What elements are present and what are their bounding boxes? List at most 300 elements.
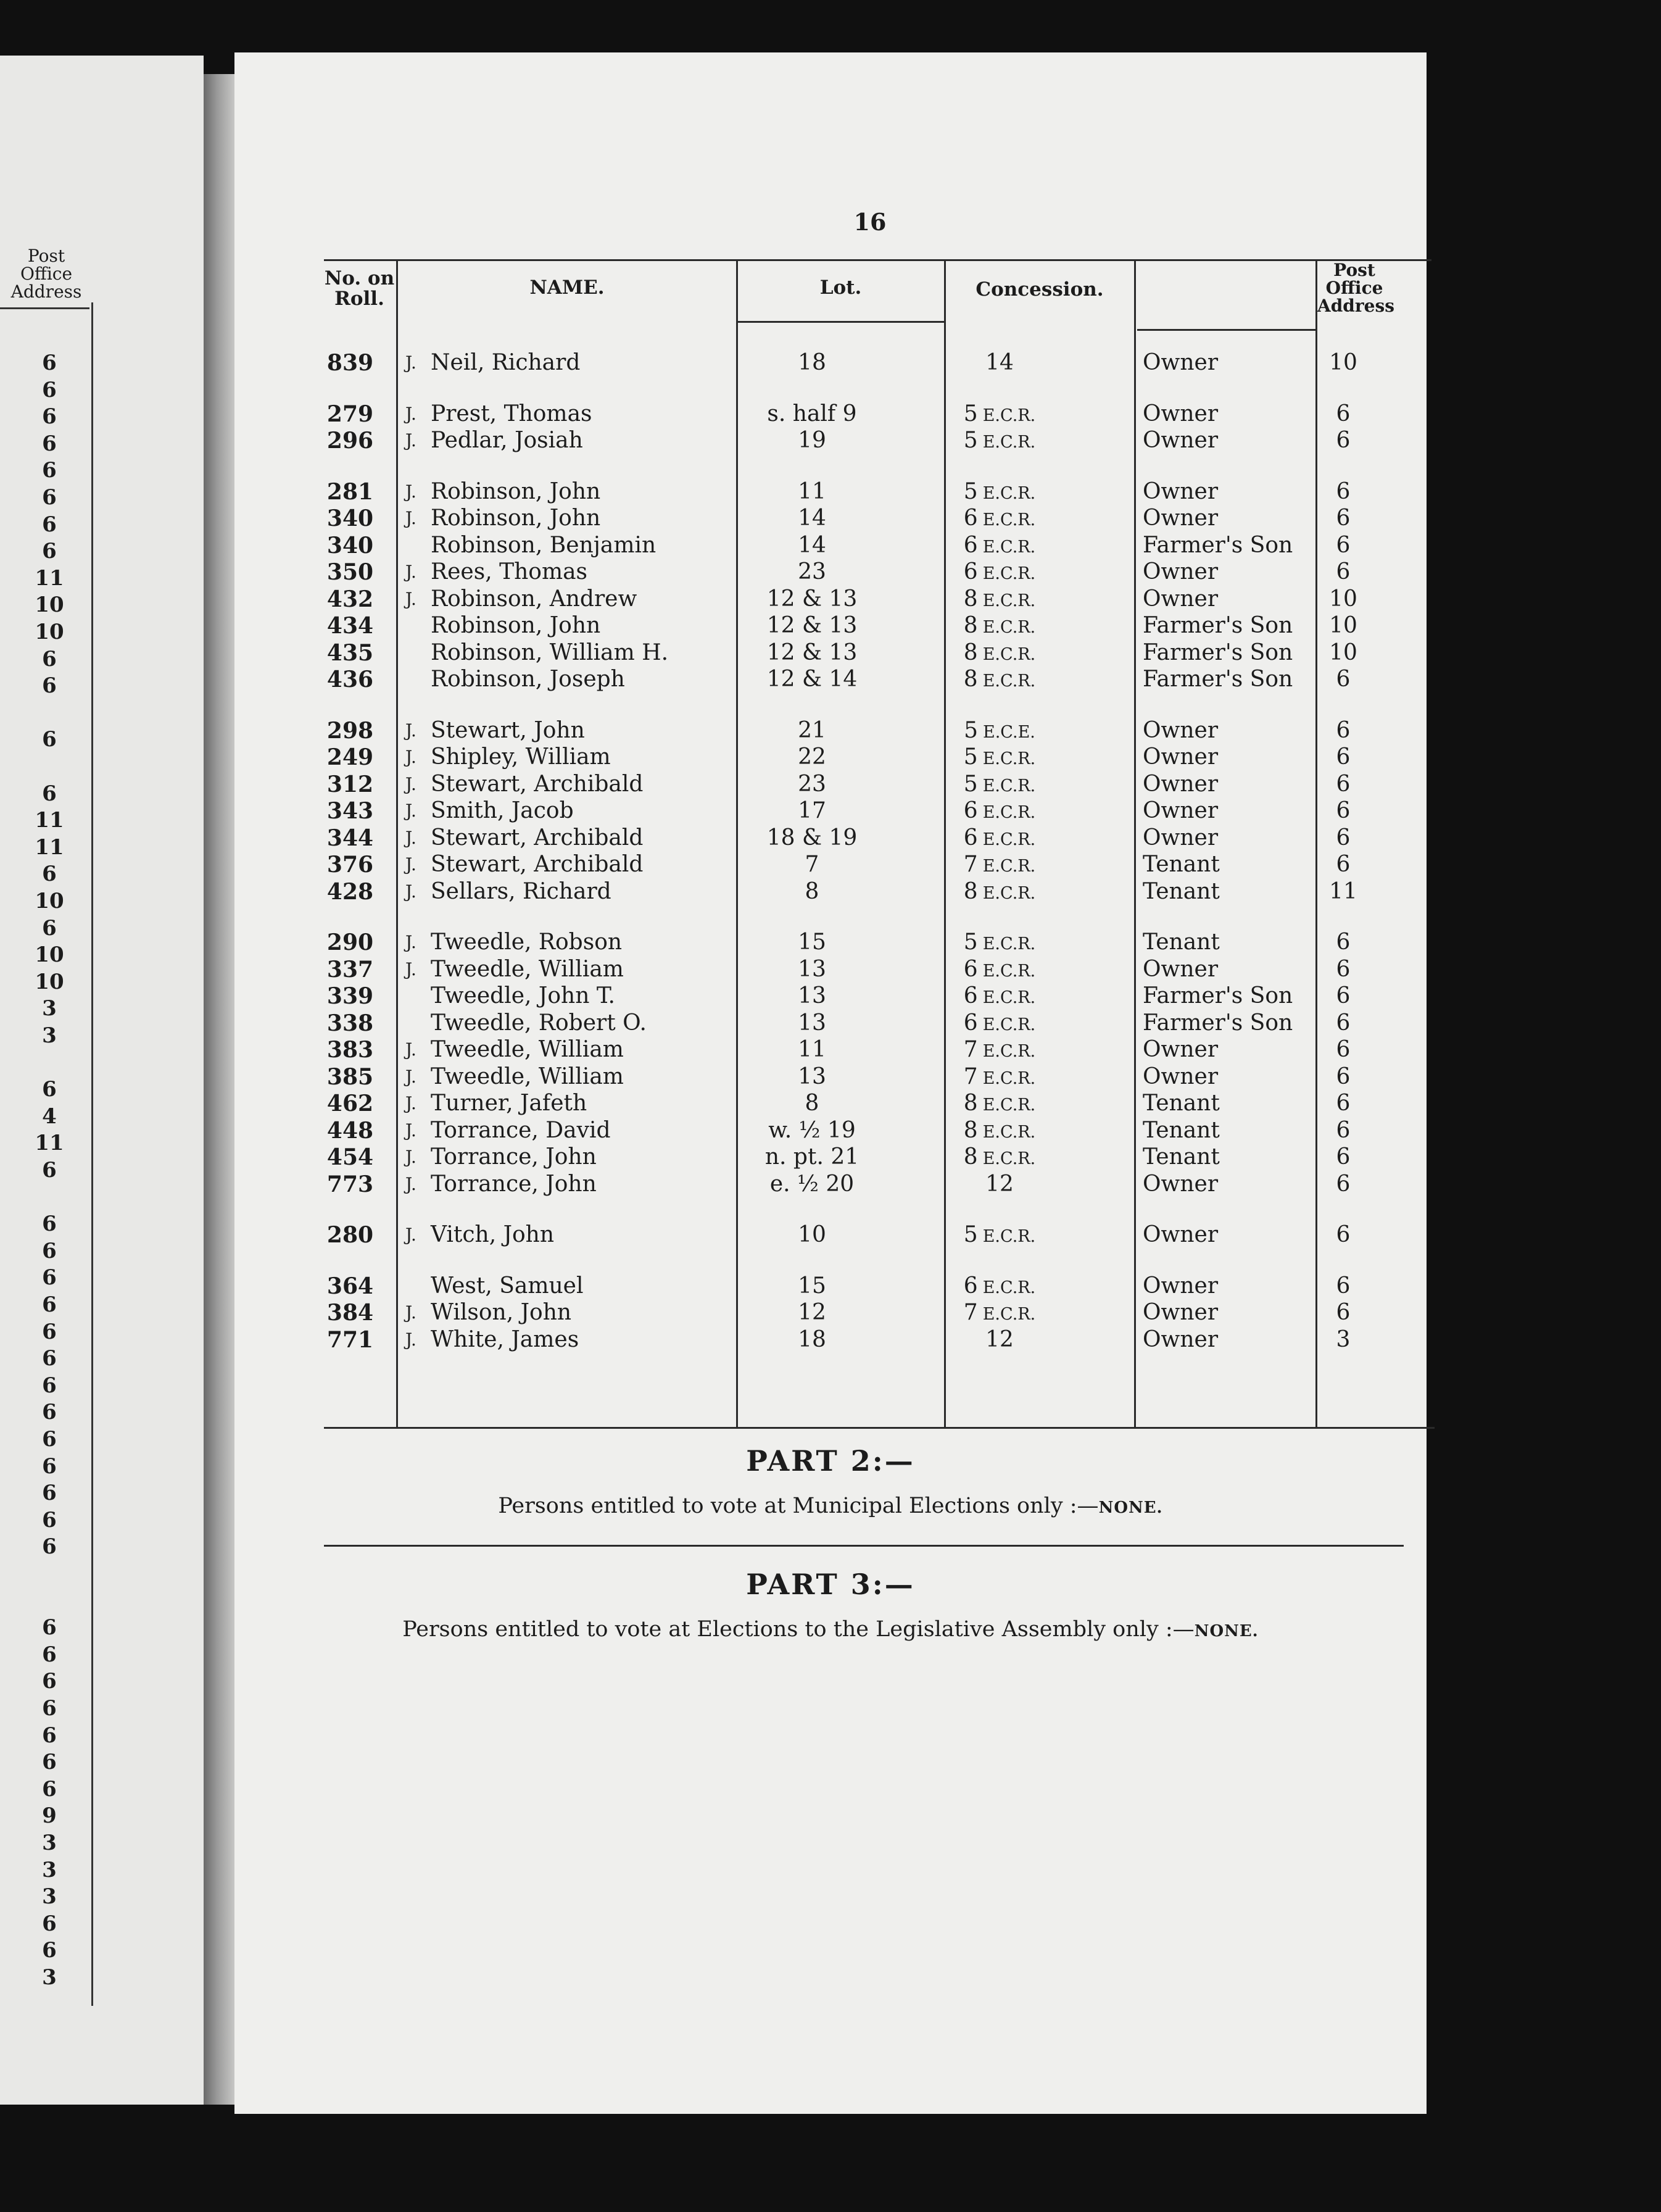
- left-po-header-line: Office: [20, 264, 73, 284]
- concession-value: [907, 1223, 1092, 1249]
- qualification: Owner: [1143, 1063, 1219, 1089]
- left-po-value: 6: [42, 431, 57, 456]
- left-po-value: 6: [42, 646, 57, 672]
- qualification: Farmer's Son: [1143, 667, 1293, 692]
- qualification: Farmer's Son: [1143, 1010, 1293, 1036]
- concession-number: 6: [963, 1273, 978, 1299]
- po-address: 3: [1336, 1326, 1351, 1352]
- lot-value: 13: [798, 1010, 826, 1036]
- po-address: 6: [1336, 798, 1351, 823]
- roll-number: 771: [326, 1326, 374, 1353]
- roll-number: 298: [326, 717, 374, 744]
- voter-mark: J.: [405, 508, 416, 528]
- qualification: Tenant: [1143, 1091, 1220, 1116]
- voter-name: Robinson, William H.: [431, 639, 669, 665]
- header-name: NAME.: [529, 276, 605, 299]
- po-address: 6: [1336, 532, 1351, 558]
- left-po-value: 6: [42, 1427, 57, 1452]
- concession-value: [907, 718, 1092, 745]
- concession-number: 6: [963, 825, 978, 850]
- voter-mark: J.: [405, 1093, 416, 1113]
- lot-value: 10: [798, 1222, 826, 1247]
- header-po-address: [1317, 260, 1394, 316]
- concession-suffix: E.C.R.: [982, 1015, 1036, 1034]
- concession-suffix: E.C.R.: [982, 644, 1036, 664]
- qualification: Owner: [1143, 401, 1219, 426]
- left-page: [0, 56, 204, 2105]
- concession-value: [907, 1091, 1092, 1118]
- voter-mark: J.: [405, 1120, 416, 1141]
- voter-name: Sellars, Richard: [431, 878, 611, 904]
- left-po-value: 6: [42, 1615, 57, 1640]
- roll-number: 279: [326, 401, 374, 427]
- left-po-value: 10: [35, 592, 64, 618]
- concession-suffix: E.C.R.: [982, 1149, 1036, 1168]
- qualification: Tenant: [1143, 1117, 1220, 1143]
- voter-mark: J.: [405, 1147, 416, 1167]
- header-roll-number: [321, 268, 398, 309]
- lot-value: 18 & 19: [766, 825, 858, 850]
- qualification: Owner: [1143, 559, 1219, 584]
- concession-suffix: E.C.R.: [982, 618, 1036, 637]
- roll-number: 340: [326, 505, 374, 531]
- left-po-value: 6: [42, 1534, 57, 1560]
- header-line: Roll.: [334, 288, 384, 310]
- voter-name: Pedlar, Josiah: [431, 428, 583, 453]
- concession-value: [907, 984, 1092, 1010]
- concession-number: 6: [963, 798, 978, 823]
- header-concession: Concession.: [975, 278, 1104, 301]
- roll-number: 773: [326, 1171, 374, 1197]
- lot-value: 15: [798, 1273, 826, 1299]
- lot-value: 12: [798, 1300, 826, 1325]
- concession-number: 5: [963, 428, 978, 453]
- qualification: Owner: [1143, 798, 1219, 823]
- lot-value: 23: [798, 559, 826, 584]
- concession-value: [907, 1037, 1092, 1064]
- concession-value: [907, 879, 1092, 906]
- left-po-value: 3: [42, 1965, 57, 1990]
- concession-number: 5: [963, 929, 978, 955]
- lot-value: 17: [798, 798, 826, 823]
- roll-number: 454: [326, 1144, 374, 1170]
- lot-value: 23: [798, 771, 826, 797]
- voter-mark: J.: [405, 932, 416, 952]
- concession-suffix: E.C.E.: [983, 722, 1035, 742]
- voter-name: West, Samuel: [431, 1273, 584, 1299]
- po-address: 6: [1336, 852, 1351, 877]
- concession-number: 8: [963, 667, 978, 692]
- left-po-value: 6: [42, 1346, 57, 1371]
- concession-suffix: E.C.R.: [982, 1305, 1036, 1324]
- voter-mark: J.: [405, 881, 416, 902]
- voter-mark: J.: [405, 720, 416, 741]
- concession-number: 12: [985, 1326, 1014, 1352]
- header-underline: [1137, 329, 1316, 331]
- left-po-value: 6: [42, 539, 57, 564]
- voter-mark: J.: [405, 958, 416, 979]
- concession-suffix: E.C.R.: [982, 883, 1036, 903]
- qualification: Owner: [1143, 1222, 1219, 1247]
- lot-value: s. half 9: [767, 401, 857, 426]
- part2-title: PART 2:—: [746, 1444, 915, 1478]
- concession-value: [907, 1118, 1092, 1145]
- lot-value: 19: [798, 428, 826, 453]
- lot-value: 11: [798, 478, 826, 504]
- voter-mark: J.: [405, 588, 416, 609]
- concession-suffix: E.C.R.: [982, 1278, 1036, 1297]
- concession-suffix: E.C.R.: [982, 510, 1036, 530]
- concession-value: [907, 1274, 1092, 1300]
- table-top-rule: [324, 259, 1431, 261]
- voter-mark: J.: [405, 352, 416, 373]
- concession-number: 7: [963, 852, 978, 877]
- part-divider-rule: [324, 1545, 1404, 1547]
- po-address: 6: [1336, 1171, 1351, 1197]
- voter-mark: J.: [405, 430, 416, 451]
- po-address: 6: [1336, 1037, 1351, 1062]
- voter-mark: J.: [405, 562, 416, 582]
- concession-suffix: E.C.R.: [982, 988, 1036, 1007]
- concession-value: [907, 587, 1092, 613]
- left-po-value: 6: [42, 404, 57, 430]
- qualification: Owner: [1143, 956, 1219, 982]
- lot-value: 8: [805, 1091, 819, 1116]
- concession-number: 6: [963, 1010, 978, 1036]
- roll-number: 340: [326, 532, 374, 559]
- left-po-header-line: Post: [27, 246, 65, 266]
- roll-number: 281: [326, 478, 374, 505]
- left-po-value: 6: [42, 458, 57, 483]
- roll-number: 290: [326, 929, 374, 955]
- qualification: Tenant: [1143, 1144, 1220, 1170]
- po-address: 6: [1336, 825, 1351, 850]
- qualification: Owner: [1143, 717, 1219, 743]
- concession-suffix: E.C.R.: [982, 961, 1036, 981]
- roll-number: 385: [326, 1063, 374, 1090]
- voter-name: Robinson, John: [431, 505, 601, 531]
- qualification: Farmer's Son: [1143, 532, 1293, 558]
- left-po-value: 6: [42, 915, 57, 941]
- roll-number: 338: [326, 1010, 374, 1036]
- voter-mark: J.: [405, 747, 416, 767]
- header-lot: Lot.: [819, 276, 862, 299]
- left-po-value: 6: [42, 1212, 57, 1237]
- qualification: Owner: [1143, 1326, 1219, 1352]
- concession-value: [907, 772, 1092, 799]
- header-line: Post: [1333, 260, 1375, 280]
- concession-value: [907, 560, 1092, 586]
- lot-value: 12 & 14: [766, 667, 858, 692]
- left-po-value: 6: [42, 673, 57, 699]
- roll-number: 435: [326, 639, 374, 666]
- left-po-header-line: Address: [10, 281, 82, 302]
- voter-name: Tweedle, John T.: [431, 983, 615, 1008]
- po-address: 6: [1336, 956, 1351, 982]
- lot-value: 22: [798, 744, 826, 770]
- concession-number: 7: [963, 1037, 978, 1062]
- concession-number: 5: [963, 771, 978, 797]
- part3-description: [234, 1617, 1427, 1642]
- roll-number: 839: [326, 350, 374, 376]
- left-po-header: [0, 247, 93, 301]
- lot-value: 14: [798, 505, 826, 531]
- lot-value: 18: [798, 1326, 826, 1352]
- left-po-value: 6: [42, 1696, 57, 1721]
- roll-number: 364: [326, 1273, 374, 1299]
- left-po-value: 6: [42, 1481, 57, 1506]
- qualification: Owner: [1143, 428, 1219, 453]
- roll-number: 280: [326, 1222, 374, 1248]
- po-address: 10: [1329, 350, 1357, 375]
- left-po-value: 6: [42, 351, 57, 375]
- qualification: Owner: [1143, 505, 1219, 531]
- voter-name: Smith, Jacob: [431, 798, 574, 823]
- concession-value: [907, 826, 1092, 852]
- voter-mark: J.: [405, 773, 416, 794]
- concession-number: 6: [963, 559, 978, 584]
- concession-value: [907, 480, 1092, 506]
- concession-suffix: E.C.R.: [982, 830, 1036, 849]
- concession-value: [907, 428, 1092, 455]
- po-address: 6: [1336, 1300, 1351, 1325]
- part3-none: NONE.: [1194, 1622, 1259, 1640]
- po-address: 6: [1336, 1273, 1351, 1299]
- qualification: Tenant: [1143, 878, 1220, 904]
- concession-suffix: E.C.R.: [982, 1042, 1036, 1061]
- po-address: 6: [1336, 1144, 1351, 1170]
- roll-number: 383: [326, 1037, 374, 1063]
- concession-suffix: E.C.R.: [982, 672, 1036, 691]
- concession-suffix: E.C.R.: [982, 433, 1036, 452]
- po-address: 6: [1336, 401, 1351, 426]
- left-po-value: 6: [42, 727, 57, 752]
- header-underline: [737, 321, 945, 323]
- voter-name: Tweedle, William: [431, 956, 624, 982]
- left-po-value: 11: [35, 565, 64, 591]
- qualification: Owner: [1143, 825, 1219, 850]
- qualification: Owner: [1143, 1037, 1219, 1062]
- roll-number: 448: [326, 1117, 374, 1144]
- concession-number: 6: [963, 983, 978, 1008]
- left-column-rule: [91, 302, 93, 2006]
- concession-suffix: E.C.R.: [982, 564, 1036, 583]
- concession-suffix: E.C.R.: [982, 776, 1036, 796]
- book-gutter: [204, 74, 238, 2105]
- po-address: 6: [1336, 667, 1351, 692]
- lot-value: n. pt. 21: [764, 1144, 859, 1170]
- left-po-value: 6: [42, 1938, 57, 1963]
- voter-name: Tweedle, William: [431, 1037, 624, 1062]
- lot-value: e. ½ 20: [769, 1171, 855, 1197]
- lot-value: 12 & 13: [766, 586, 858, 612]
- voter-name: Rees, Thomas: [431, 559, 588, 584]
- concession-number: 8: [963, 1091, 978, 1116]
- qualification: Owner: [1143, 478, 1219, 504]
- concession-number: 5: [963, 401, 978, 426]
- concession-suffix: E.C.R.: [982, 1122, 1036, 1142]
- left-po-value: 6: [42, 1453, 57, 1479]
- concession-suffix: E.C.R.: [982, 857, 1036, 876]
- left-po-value: 6: [42, 485, 57, 510]
- po-address: 6: [1336, 1091, 1351, 1116]
- left-po-value: 9: [42, 1803, 57, 1829]
- voter-name: Tweedle, Robson: [431, 929, 623, 955]
- concession-suffix: E.C.R.: [982, 803, 1036, 822]
- left-po-value: 3: [42, 1857, 57, 1882]
- concession-number: 12: [985, 1171, 1014, 1197]
- voter-mark: J.: [405, 827, 416, 848]
- part2-description: [234, 1494, 1427, 1518]
- concession-value: [907, 745, 1092, 771]
- left-po-value: 11: [35, 1131, 64, 1156]
- concession-value: [907, 641, 1092, 667]
- voter-mark: J.: [405, 800, 416, 821]
- concession-number: 8: [963, 639, 978, 665]
- po-address: 6: [1336, 428, 1351, 453]
- concession-value: [907, 1145, 1092, 1171]
- concession-value: [907, 852, 1092, 879]
- roll-number: 343: [326, 798, 374, 824]
- voter-mark: J.: [405, 1039, 416, 1060]
- voter-name: Robinson, Joseph: [431, 667, 625, 692]
- concession-number: 8: [963, 878, 978, 904]
- part3-text: Persons entitled to vote at Elections to the Legislative Assembly only :—: [402, 1617, 1195, 1642]
- left-po-value: 3: [42, 1831, 57, 1855]
- concession-suffix: E.C.R.: [982, 405, 1036, 425]
- voter-name: Stewart, John: [431, 717, 585, 743]
- header-line: No. on: [324, 267, 395, 289]
- concession-number: 7: [963, 1063, 978, 1089]
- table-bottom-rule: [324, 1427, 1435, 1429]
- po-address: 10: [1329, 639, 1357, 665]
- concession-value: [907, 351, 1092, 375]
- left-po-value: 6: [42, 1373, 57, 1398]
- lot-value: 21: [798, 717, 826, 743]
- voter-mark: J.: [405, 1066, 416, 1087]
- roll-number: 337: [326, 956, 374, 983]
- voter-name: Stewart, Archibald: [431, 825, 644, 850]
- voter-name: Shipley, William: [431, 744, 611, 770]
- roll-number: 339: [326, 983, 374, 1009]
- left-po-value: 10: [35, 620, 64, 644]
- po-address: 6: [1336, 717, 1351, 743]
- left-po-value: 6: [42, 1669, 57, 1694]
- header-line: Address: [1317, 296, 1394, 316]
- lot-value: 7: [805, 852, 819, 877]
- voter-name: Robinson, John: [431, 613, 601, 638]
- left-po-value: 10: [35, 889, 64, 913]
- po-address: 6: [1336, 771, 1351, 797]
- left-po-value: 6: [42, 1319, 57, 1344]
- voter-mark: J.: [405, 1329, 416, 1350]
- concession-value: [907, 930, 1092, 957]
- po-address: 6: [1336, 1063, 1351, 1089]
- roll-number: 434: [326, 613, 374, 639]
- po-address: 6: [1336, 983, 1351, 1008]
- left-po-value: 3: [42, 996, 57, 1021]
- left-po-value: 6: [42, 1507, 57, 1532]
- left-po-value: 11: [35, 808, 64, 833]
- concession-suffix: E.C.R.: [982, 1096, 1036, 1115]
- po-address: 6: [1336, 505, 1351, 531]
- voter-name: Wilson, John: [431, 1300, 572, 1325]
- left-po-value: 6: [42, 862, 57, 887]
- roll-number: 350: [326, 559, 374, 585]
- concession-value: [907, 1011, 1092, 1037]
- left-po-value: 6: [42, 1911, 57, 1936]
- po-address: 11: [1329, 878, 1357, 904]
- qualification: Owner: [1143, 771, 1219, 797]
- left-po-value: 6: [42, 1077, 57, 1102]
- column-rule: [1134, 259, 1136, 1427]
- concession-suffix: E.C.R.: [982, 1068, 1036, 1088]
- concession-value: [907, 506, 1092, 533]
- concession-number: 5: [964, 717, 979, 743]
- concession-value: [907, 799, 1092, 825]
- part3-title: PART 3:—: [746, 1568, 915, 1601]
- po-address: 6: [1336, 1222, 1351, 1247]
- left-po-value: 11: [35, 834, 64, 860]
- concession-number: 8: [963, 1144, 978, 1170]
- qualification: Owner: [1143, 350, 1219, 375]
- po-address: 10: [1329, 586, 1357, 612]
- qualification: Owner: [1143, 1171, 1219, 1197]
- concession-value: [907, 1172, 1092, 1197]
- left-po-value: 6: [42, 1723, 57, 1748]
- voter-name: Tweedle, Robert O.: [431, 1010, 647, 1036]
- qualification: Farmer's Son: [1143, 983, 1293, 1008]
- concession-suffix: E.C.R.: [982, 934, 1036, 954]
- lot-value: 13: [798, 956, 826, 982]
- concession-suffix: E.C.R.: [982, 537, 1036, 557]
- voter-mark: J.: [405, 1302, 416, 1323]
- concession-value: [907, 1328, 1092, 1352]
- lot-value: 13: [798, 1063, 826, 1089]
- left-po-value: 6: [42, 512, 57, 537]
- qualification: Owner: [1143, 1273, 1219, 1299]
- lot-value: 13: [798, 983, 826, 1008]
- voters-list-page: [234, 52, 1427, 2114]
- concession-number: 5: [963, 744, 978, 770]
- voter-name: Tweedle, William: [431, 1063, 624, 1089]
- voter-name: Vitch, John: [431, 1222, 555, 1247]
- qualification: Owner: [1143, 744, 1219, 770]
- left-po-value: 6: [42, 1776, 57, 1802]
- po-address: 6: [1336, 559, 1351, 584]
- lot-value: 12 & 13: [766, 639, 858, 665]
- lot-value: 11: [798, 1037, 826, 1062]
- concession-value: [907, 957, 1092, 984]
- voter-name: Torrance, John: [431, 1171, 597, 1197]
- voter-name: Neil, Richard: [431, 350, 581, 375]
- left-po-value: 6: [42, 1642, 57, 1667]
- left-po-value: 4: [42, 1104, 57, 1129]
- concession-suffix: E.C.R.: [982, 749, 1036, 768]
- po-address: 10: [1329, 613, 1357, 638]
- roll-number: 432: [326, 586, 374, 612]
- concession-value: [907, 1065, 1092, 1091]
- column-rule: [396, 259, 398, 1427]
- concession-number: 8: [963, 613, 978, 638]
- qualification: Tenant: [1143, 852, 1220, 877]
- lot-value: 18: [798, 350, 826, 375]
- lot-value: 15: [798, 929, 826, 955]
- voter-mark: J.: [405, 403, 416, 424]
- roll-number: 436: [326, 667, 374, 692]
- lot-value: 8: [805, 878, 819, 904]
- part2-none: NONE.: [1098, 1499, 1163, 1517]
